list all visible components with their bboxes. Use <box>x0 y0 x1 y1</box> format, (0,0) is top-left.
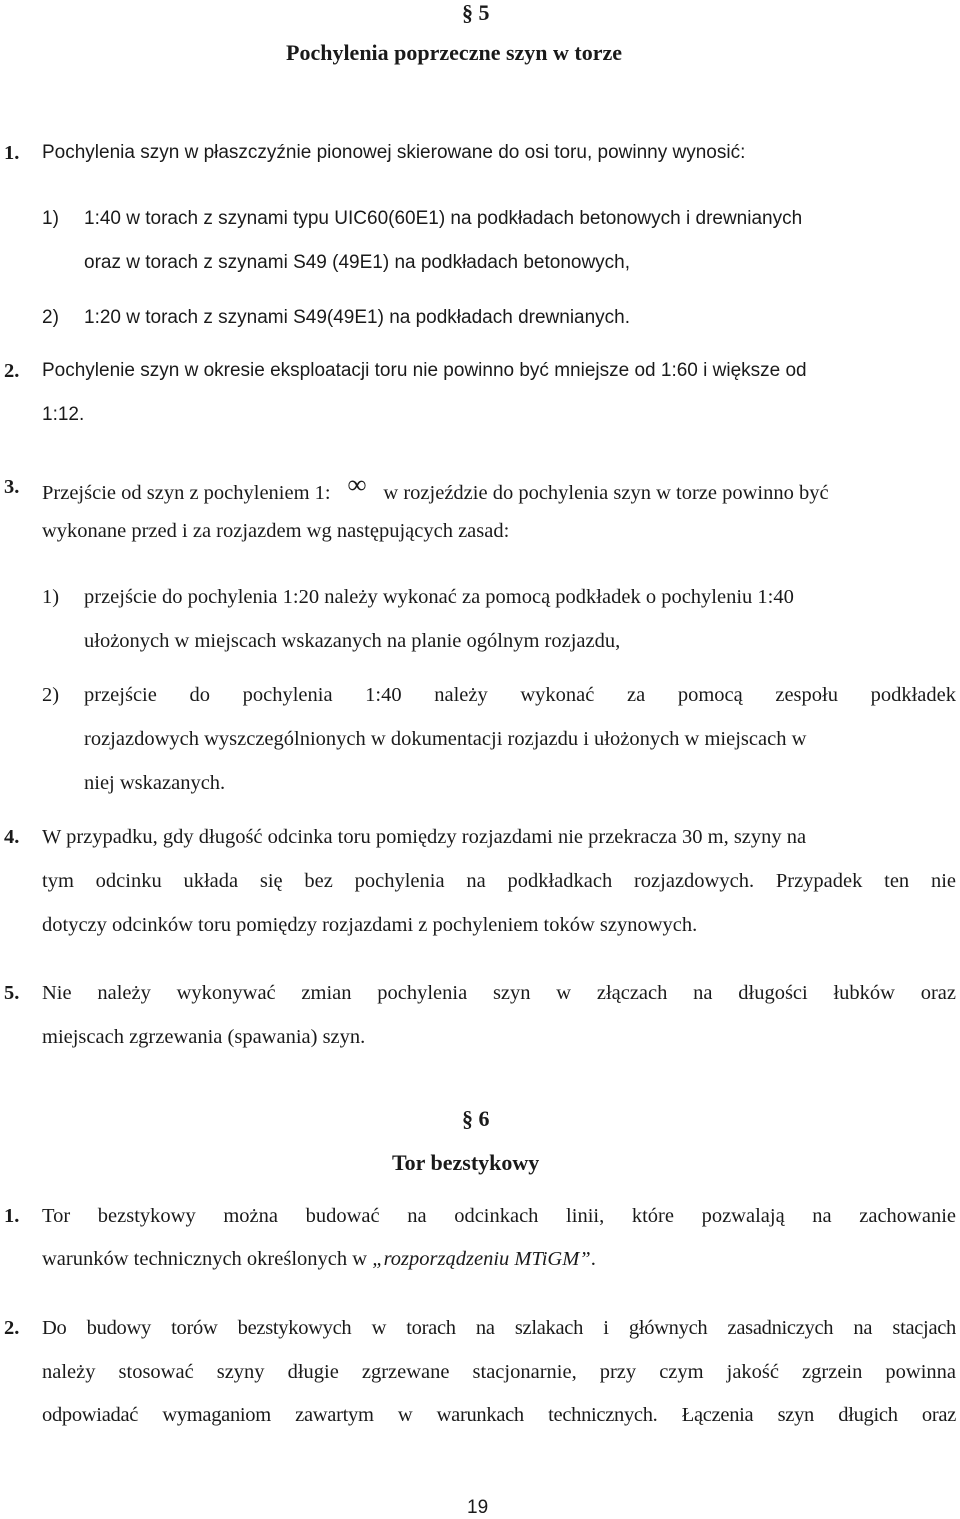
subitem-line: ułożonych w miejscach wskazanych na planie ogólnym rozjazdu, <box>84 630 621 652</box>
item-line: należy stosować szyny długie zgrzewane stacjonarnie, przy czym jakość zgrzein powinna <box>42 1361 956 1383</box>
item-line: Nie należy wykonywać zmian pochylenia szyn w złączach na długości łubków oraz <box>42 982 956 1004</box>
item-line: odpowiadać wymaganiom zawartym w warunkach technicznych. Łączenia szyn długich oraz <box>42 1404 956 1426</box>
subitem-number: 2) <box>42 684 60 706</box>
item-number: 4. <box>4 826 20 848</box>
item-line: Pochylenie szyn w okresie eksploatacji toru nie powinno być mniejsze od 1:60 i większe od <box>42 360 807 381</box>
item-line: Tor bezstykowy można budować na odcinkach linii, które pozwalają na zachowanie <box>42 1205 956 1227</box>
item-line: tym odcinku układa się bez pochylenia na podkładkach rozjazdowych. Przypadek ten nie <box>42 870 956 892</box>
subitem-line: niej wskazanych. <box>84 772 226 794</box>
item-number: 3. <box>4 476 20 498</box>
item-line-part: warunków technicznych określonych w <box>42 1248 373 1270</box>
subitem-number: 1) <box>42 586 60 608</box>
item-line-part: w rozjeździe do pochylenia szyn w torze powinno być <box>383 482 829 504</box>
page-number: 19 <box>467 1497 489 1518</box>
item-number: 5. <box>4 982 20 1004</box>
item-number: 2. <box>4 360 20 382</box>
subitem-line: przejście do pochylenia 1:40 należy wykonać za pomocą zespołu podkładek <box>84 684 956 706</box>
section-title-6: Tor bezstykowy <box>392 1150 540 1175</box>
item-line: wykonane przed i za rozjazdem wg następujących zasad: <box>42 520 510 542</box>
subitem-line: rozjazdowych wyszczególnionych w dokumentacji rozjazdu i ułożonych w miejscach w <box>84 728 807 750</box>
subitem-number: 2) <box>42 307 59 328</box>
subitem-line: 1:20 w torach z szynami S49(49E1) na podkładach drewnianych. <box>84 307 631 328</box>
item-line: Do budowy torów bezstykowych w torach na szlakach i głównych zasadniczych na stacjach <box>42 1317 956 1339</box>
subitem-line: 1:40 w torach z szynami typu UIC60(60E1) na podkładach betonowych i drewnianych <box>84 208 803 229</box>
section-sign-5: § 5 <box>462 0 490 25</box>
item-number: 1. <box>4 142 20 164</box>
item-line: dotyczy odcinków toru pomiędzy rozjazdami z pochyleniem toków szynowych. <box>42 914 698 936</box>
section-sign-6: § 6 <box>462 1106 490 1131</box>
subitem-line: przejście do pochylenia 1:20 należy wykonać za pomocą podkładek o pochyleniu 1:40 <box>84 586 794 608</box>
item-line: miejscach zgrzewania (spawania) szyn. <box>42 1026 366 1048</box>
section-title-5: Pochylenia poprzeczne szyn w torze <box>286 40 623 65</box>
item-number: 2. <box>4 1317 20 1339</box>
item-line-part: . <box>590 1248 596 1270</box>
item-number: 1. <box>4 1205 20 1227</box>
item-text: Pochylenia szyn w płaszczyźnie pionowej skierowane do osi toru, powinny wynosić: <box>42 142 746 163</box>
item-line <box>42 1248 596 1271</box>
infinity-symbol: ∞ <box>347 470 367 499</box>
item-line <box>42 470 829 506</box>
subitem-line: oraz w torach z szynami S49 (49E1) na podkładach betonowych, <box>84 252 631 273</box>
item-line-part: Przejście od szyn z pochyleniem 1: <box>42 482 331 504</box>
item-line: 1:12. <box>42 404 85 425</box>
regulation-reference: „rozporządzeniu MTiGM” <box>372 1248 591 1270</box>
subitem-number: 1) <box>42 208 59 229</box>
item-line: W przypadku, gdy długość odcinka toru pomiędzy rozjazdami nie przekracza 30 m, szyny na <box>42 826 807 848</box>
